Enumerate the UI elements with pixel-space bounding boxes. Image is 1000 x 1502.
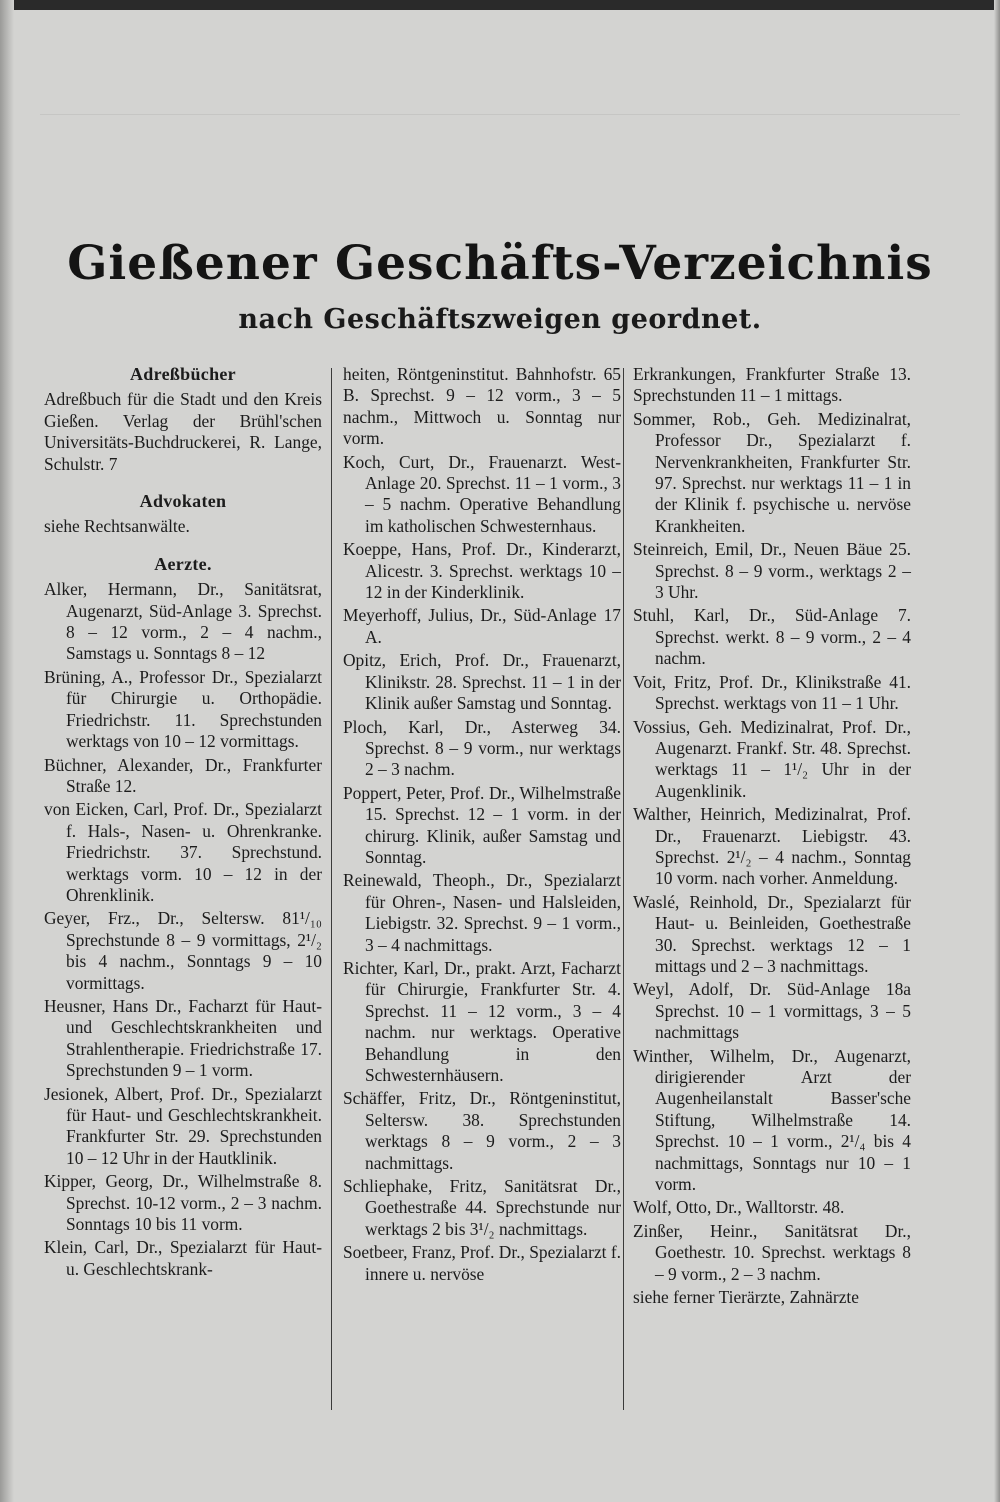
directory-entry: Stuhl, Karl, Dr., Süd-Anlage 7. Sprechst. werkt. 8 – 9 vorm., 2 – 4 nachm. (633, 605, 911, 669)
directory-entry: Wolf, Otto, Dr., Walltorstr. 48. (633, 1197, 845, 1218)
directory-entry: Richter, Karl, Dr., prakt. Arzt, Facharzt für Chirurgie, Frankfurter Str. 4. Sprechst. 11 – 12 vorm., 3 – 4 nachm. nur werktags. Operative Behandlung in den Schwesternhäusern. (343, 957, 621, 1085)
directory-entry: Meyerhoff, Julius, Dr., Süd-Anlage 17 A. (343, 605, 621, 647)
directory-entry: Koch, Curt, Dr., Frauenarzt. West-Anlage 20. Sprechst. 11 – 1 vorm., 3 – 5 nachm. Operative Behandlung im katholischen Schwesternhaus. (343, 451, 621, 536)
directory-entry: Adreßbuch für die Stadt und den Kreis Gießen. Verlag der Brühl'schen Universitäts-Buchdruckerei, R. Lange, Schulstr. 7 (44, 389, 322, 474)
page-subtitle: nach Geschäftszweigen geordnet. (238, 304, 762, 335)
directory-entry: Kipper, Georg, Dr., Wilhelmstraße 8. Sprechst. 10-12 vorm., 2 – 3 nachm. Sonntags 10 bis 11 vorm. (44, 1171, 322, 1235)
column-divider (623, 368, 624, 1410)
cross-reference-note: siehe ferner Tierärzte, Zahnärzte (633, 1287, 859, 1308)
directory-entry: Waslé, Reinhold, Dr., Spezialarzt für Haut- u. Beinleiden, Goethestraße 30. Sprechst. werktags 12 – 1 mittags und 2 – 3 nachmittags. (633, 891, 911, 976)
book-spine-shadow (0, 0, 14, 1502)
directory-entry: Zinßer, Heinr., Sanitätsrat Dr., Goethestr. 10. Sprechst. werktags 8 – 9 vorm., 2 – 3 nachm. (633, 1220, 911, 1284)
column-1 (44, 364, 322, 1282)
directory-entry: Ploch, Karl, Dr., Asterweg 34. Sprechst. 8 – 9 vorm., nur werktags 2 – 3 nachm. (343, 716, 621, 780)
directory-entry: Jesionek, Albert, Prof. Dr., Spezialarzt für Haut- und Geschlechtskrankheit. Frankfurter Str. 29. Sprechstunden 10 – 12 Uhr in der Hautklinik. (44, 1083, 322, 1168)
directory-entry: Vossius, Geh. Medizinalrat, Prof. Dr., Augenarzt. Frankf. Str. 48. Sprechst. werktags 11 – 1¹/₂ Uhr in der Augenklinik. (633, 716, 911, 801)
directory-entry: Reinewald, Theoph., Dr., Spezialarzt für Ohren-, Nasen- und Halsleiden, Liebigstr. 32. Sprechst. 9 – 1 vorm., 3 – 4 nachmittags. (343, 870, 621, 955)
directory-entry-continued: Erkrankungen, Frankfurter Straße 13. Sprechstunden 11 – 1 mittags. (633, 364, 911, 406)
directory-entry: Brüning, A., Professor Dr., Spezialarzt für Chirurgie u. Orthopädie. Friedrichstr. 11. Sprechstunden werktags von 10 – 12 vormittags. (44, 666, 322, 752)
directory-entry: Büchner, Alexander, Dr., Frankfurter Straße 12. (44, 754, 322, 796)
column-2 (343, 364, 621, 1287)
cross-reference-note: siehe Rechtsanwälte. (44, 516, 190, 537)
directory-entry: Koeppe, Hans, Prof. Dr., Kinderarzt, Alicestr. 3. Sprechst. werktags 10 – 12 in der Kinderklinik. (343, 539, 621, 603)
bleed-through-header (40, 96, 960, 115)
section-heading-aerzte: Aerzte. (154, 553, 212, 574)
directory-entry: Heusner, Hans Dr., Facharzt für Haut- und Geschlechtskrankheiten und Strahlentherapie. Friedrichstraße 17. Sprechstunden 9 – 1 vorm. (44, 995, 322, 1081)
directory-entry: Winther, Wilhelm, Dr., Augenarzt, dirigierender Arzt der Augenheilanstalt Basser'sche Stiftung, Wilhelmstraße 14. Sprechst. 10 – 1 vorm., 2¹/₄ bis 4 nachmittags, Sonntags nur 10 – 1 vorm. (633, 1045, 911, 1195)
directory-entry: Voit, Fritz, Prof. Dr., Klinikstraße 41. Sprechst. werktags von 11 – 1 Uhr. (633, 671, 911, 714)
directory-entry: Opitz, Erich, Prof. Dr., Frauenarzt, Klinikstr. 28. Sprechst. 11 – 1 in der Klinik außer Samstag und Sonntag. (343, 650, 621, 714)
directory-entry: Poppert, Peter, Prof. Dr., Wilhelmstraße 15. Sprechst. 12 – 1 vorm. in der chirurg. Klinik, außer Samstag und Sonntag. (343, 782, 621, 867)
directory-entry: Schäffer, Fritz, Dr., Röntgeninstitut, Seltersw. 38. Sprechstunden werktags 8 – 9 vorm., 2 – 3 nachmittags. (343, 1088, 621, 1173)
directory-entry: Schliephake, Fritz, Sanitätsrat Dr., Goethestraße 44. Sprechstunde nur werktags 2 bis 3¹/₂ nachmittags. (343, 1176, 621, 1239)
column-3 (633, 364, 911, 1310)
directory-entry: Walther, Heinrich, Medizinalrat, Prof. Dr., Frauenarzt. Liebigstr. 43. Sprechst. 2¹/₂ – 4 nachm., Sonntag 10 vorm. nach vorher. Anmeldung. (633, 804, 911, 889)
scan-top-border (0, 0, 1000, 10)
directory-entry: Soetbeer, Franz, Prof. Dr., Spezialarzt f. innere u. nervöse (343, 1242, 621, 1284)
directory-entry: Sommer, Rob., Geh. Medizinalrat, Professor Dr., Spezialarzt f. Nervenkrankheiten, Frankfurter Str. 97. Sprechst. nur werktags 11 – 1 in der Klinik f. psychische u. nervöse Krankheiten. (633, 408, 911, 536)
column-divider (331, 368, 332, 1410)
directory-entry: Steinreich, Emil, Dr., Neuen Bäue 25. Sprechst. 8 – 9 vorm., werktags 2 – 3 Uhr. (633, 539, 911, 603)
page-title: Gießener Geschäfts-Verzeichnis (67, 236, 933, 291)
page-edge-shadow (994, 0, 1000, 1502)
directory-entry: von Eicken, Carl, Prof. Dr., Spezialarzt f. Hals-, Nasen- u. Ohrenkranke. Friedrichstr. 37. Sprechstund. werktags vorm. 10 – 12 in der Ohrenklinik. (44, 799, 322, 905)
section-heading-adressbuecher: Adreßbücher (130, 364, 236, 384)
directory-entry: Geyer, Frz., Dr., Seltersw. 81¹/₁₀ Sprechstunde 8 – 9 vormittags, 2¹/₂ bis 4 nachm., Sonntags 9 – 10 vormittags. (44, 908, 322, 993)
directory-entry: Weyl, Adolf, Dr. Süd-Anlage 18a Sprechst. 10 – 1 vormittags, 3 – 5 nachmittags (633, 979, 911, 1043)
directory-entry: Klein, Carl, Dr., Spezialarzt für Haut- u. Geschlechtskrank- (44, 1237, 322, 1279)
directory-entry: Alker, Hermann, Dr., Sanitätsrat, Augenarzt, Süd-Anlage 3. Sprechst. 8 – 12 vorm., 2 – 4 nachm., Samstags u. Sonntags 8 – 12 (44, 579, 322, 664)
section-heading-advokaten: Advokaten (139, 491, 227, 512)
directory-entry-continued: heiten, Röntgeninstitut. Bahnhofstr. 65 B. Sprechst. 9 – 12 vorm., 3 – 5 nachm., Mittwoch u. Sonntag nur vorm. (343, 364, 621, 449)
